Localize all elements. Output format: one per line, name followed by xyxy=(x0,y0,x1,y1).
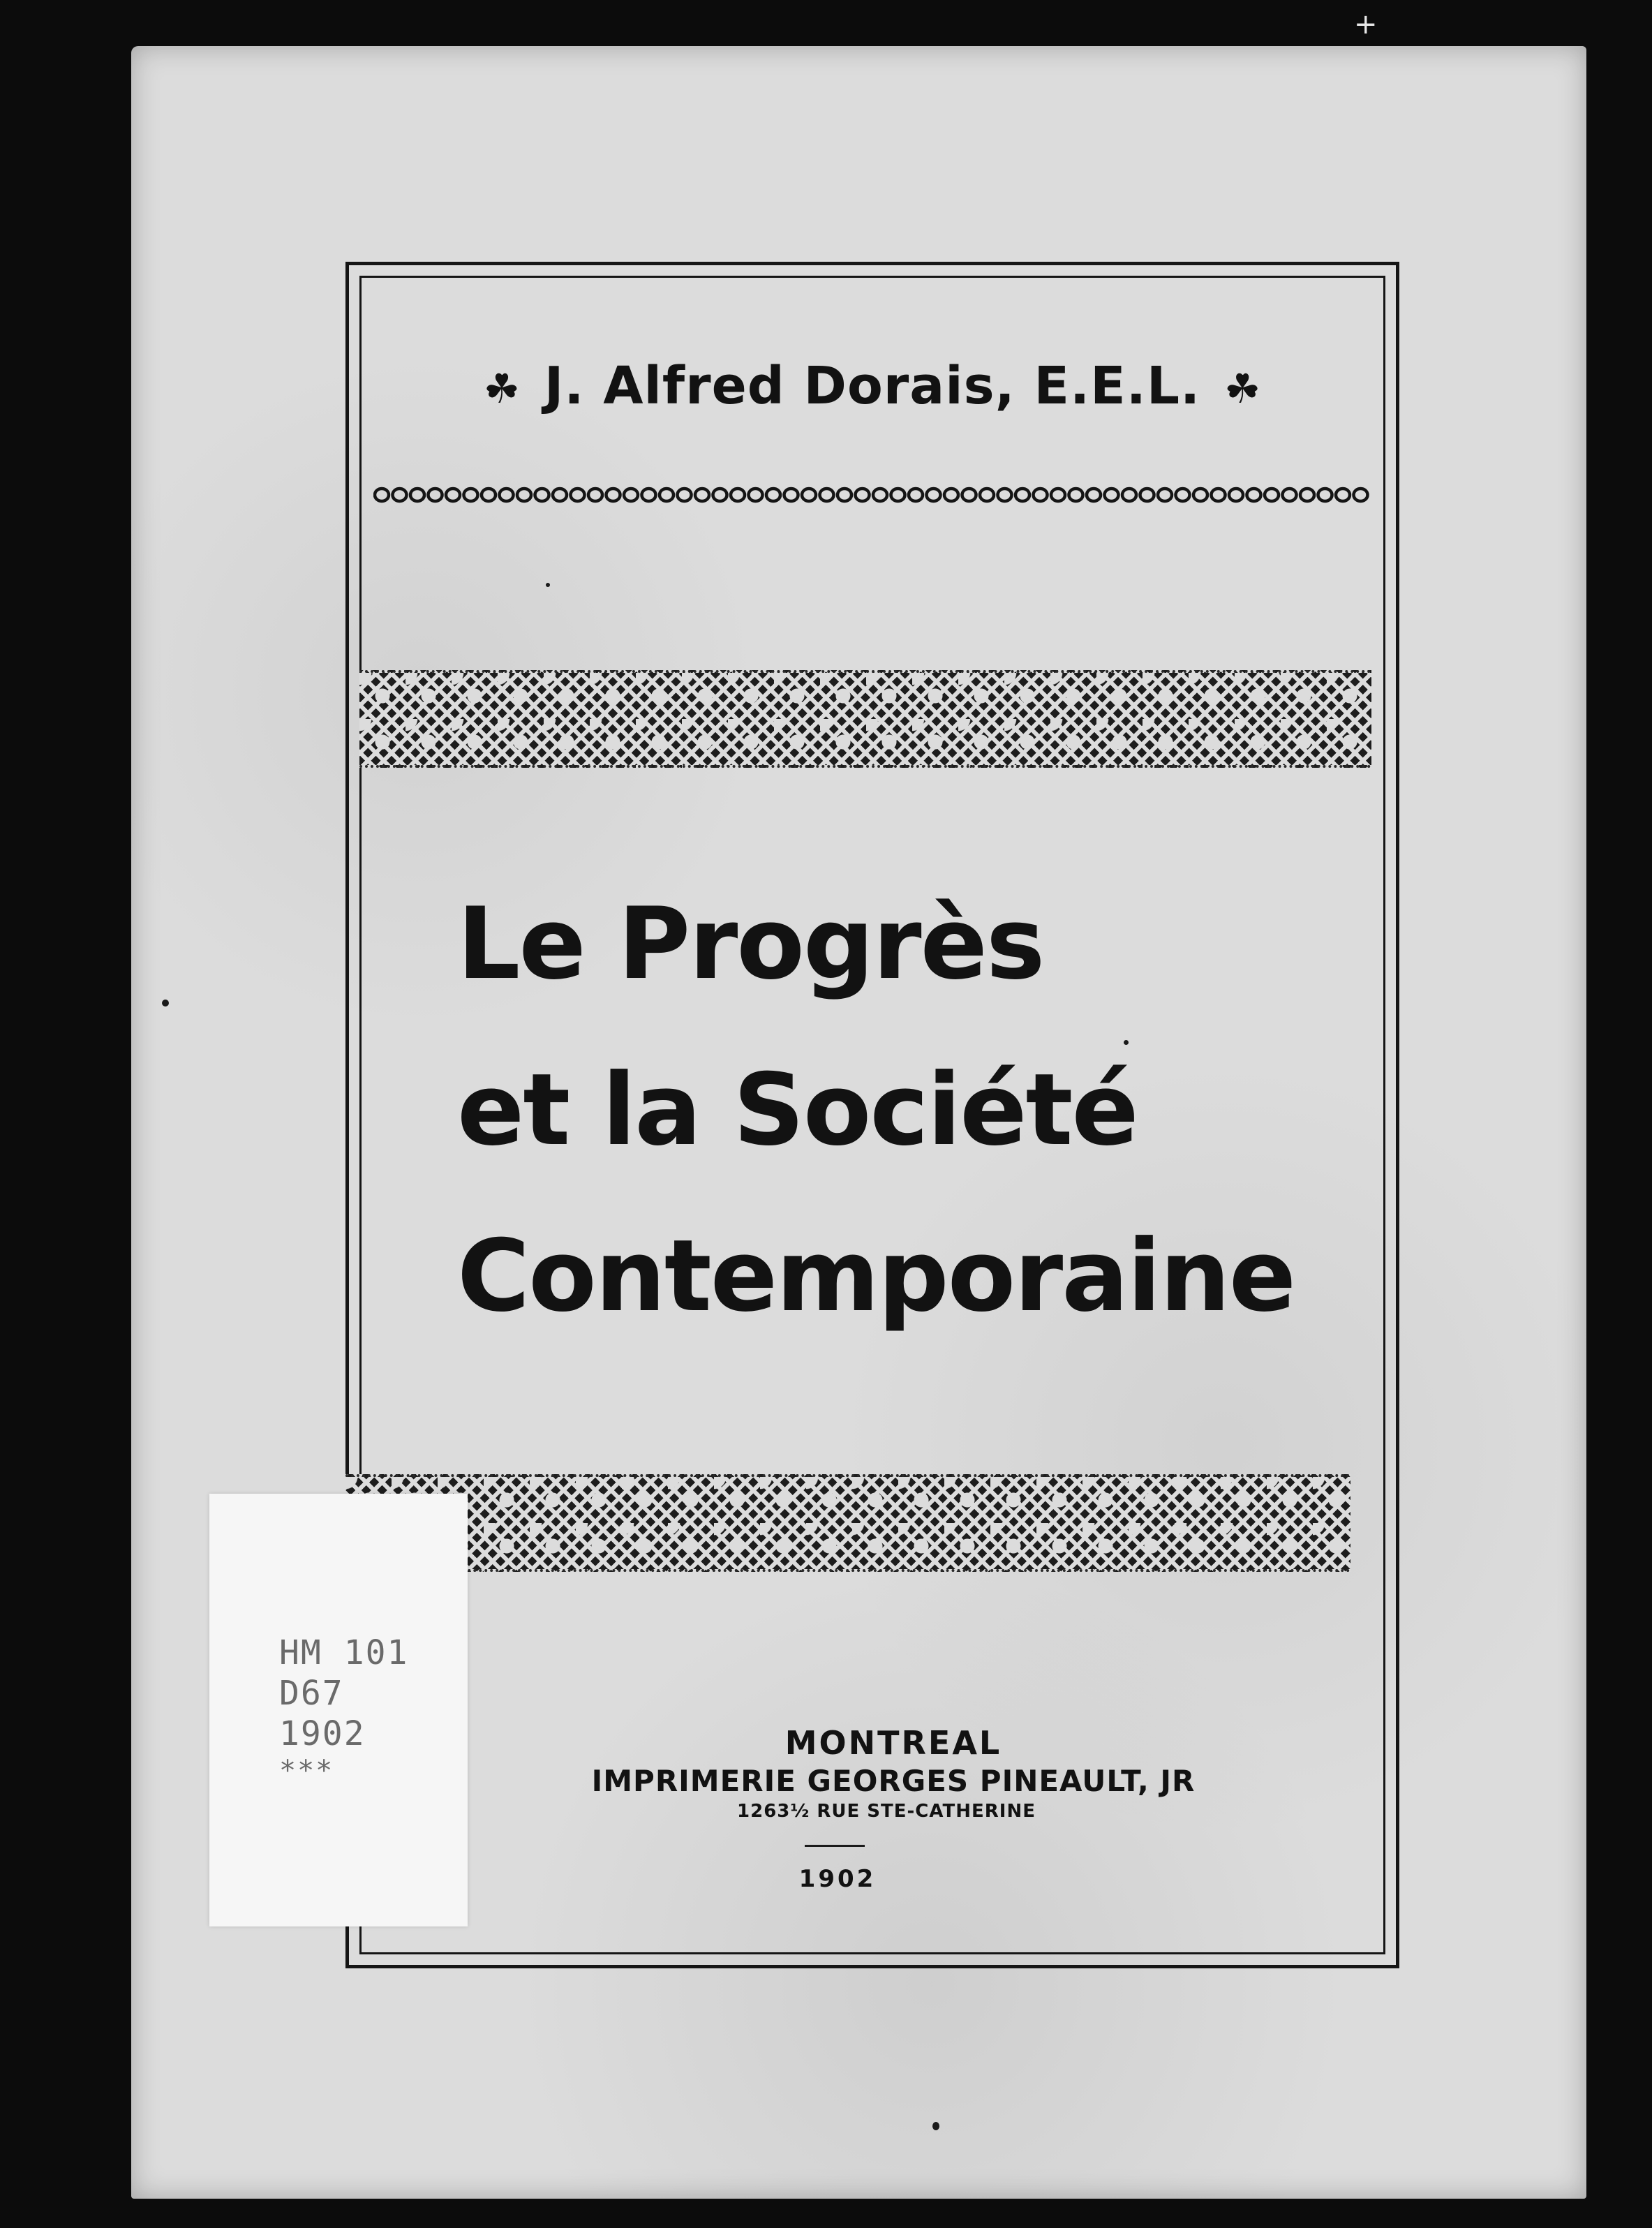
chain-link-icon xyxy=(909,489,923,501)
chain-link-icon xyxy=(1354,489,1368,501)
chain-link-icon xyxy=(642,489,656,501)
chain-link-icon xyxy=(1158,489,1172,501)
chain-link-icon xyxy=(784,489,798,501)
chain-link-icon xyxy=(1212,489,1226,501)
chain-link-icon xyxy=(1051,489,1065,501)
chain-link-icon xyxy=(393,489,407,501)
chain-link-icon xyxy=(1069,489,1083,501)
chain-link-icon xyxy=(482,489,496,501)
chain-link-icon xyxy=(1193,489,1207,501)
imprint-city: MONTREAL xyxy=(784,1724,1002,1762)
print-speck xyxy=(162,1000,169,1007)
chain-link-icon xyxy=(410,489,424,501)
chain-link-icon xyxy=(1265,489,1279,501)
chain-link-icon xyxy=(1105,489,1119,501)
chain-link-icon xyxy=(429,489,442,501)
chain-link-icon xyxy=(571,489,585,501)
call-number-line: 1902 xyxy=(279,1714,366,1753)
imprint-printer: IMPRIMERIE GEORGES PINEAULT, JR xyxy=(591,1764,1196,1798)
chain-link-icon xyxy=(1176,489,1190,501)
chain-link-icon xyxy=(1318,489,1332,501)
chain-link-icon xyxy=(944,489,958,501)
imprint-address: 1263½ RUE STE-CATHERINE xyxy=(737,1801,1036,1822)
ornamental-band-top xyxy=(359,670,1371,768)
chain-link-icon xyxy=(1229,489,1243,501)
chain-link-icon xyxy=(624,489,638,501)
chain-link-icon xyxy=(838,489,851,501)
title-line-2: et la Société xyxy=(457,1053,1138,1168)
chain-link-icon xyxy=(749,489,763,501)
imprint-divider-rule xyxy=(805,1845,865,1847)
ornamental-band-bottom xyxy=(345,1474,1350,1572)
chain-link-icon xyxy=(713,489,727,501)
print-speck xyxy=(932,2122,939,2130)
chain-link-icon xyxy=(1283,489,1297,501)
call-number-line: D67 xyxy=(279,1674,344,1713)
chain-link-icon xyxy=(1140,489,1154,501)
chain-link-icon xyxy=(660,489,674,501)
call-number-line: HM 101 xyxy=(279,1633,409,1672)
chain-link-icon xyxy=(1247,489,1261,501)
chain-link-icon xyxy=(678,489,692,501)
title-line-3: Contemporaine xyxy=(457,1219,1295,1334)
call-number-line: *** xyxy=(279,1755,334,1787)
chain-link-icon xyxy=(1087,489,1101,501)
chain-link-icon xyxy=(802,489,816,501)
scan-corner-mark: + xyxy=(1354,8,1378,40)
chain-link-icon xyxy=(891,489,905,501)
fleuron-right-icon: ☘ xyxy=(1224,365,1262,413)
chain-link-icon xyxy=(731,489,745,501)
chain-link-icon xyxy=(446,489,460,501)
chain-link-icon xyxy=(607,489,620,501)
chain-ornament-border xyxy=(373,482,1371,508)
chain-link-icon xyxy=(873,489,887,501)
chain-link-icon xyxy=(553,489,567,501)
chain-link-icon xyxy=(820,489,834,501)
library-call-number-label xyxy=(209,1494,468,1926)
chain-link-icon xyxy=(927,489,941,501)
chain-link-icon xyxy=(588,489,602,501)
chain-link-icon xyxy=(464,489,478,501)
author-name: J. Alfred Dorais, E.E.L. xyxy=(544,356,1201,416)
title-line-1: Le Progrès xyxy=(457,886,1044,1002)
chain-link-icon xyxy=(856,489,870,501)
print-speck xyxy=(546,583,550,587)
chain-link-icon xyxy=(375,489,389,501)
chain-link-icon xyxy=(1122,489,1136,501)
imprint-year: 1902 xyxy=(798,1865,877,1893)
chain-link-icon xyxy=(517,489,531,501)
fleuron-left-icon: ☘ xyxy=(483,365,521,413)
chain-link-icon xyxy=(1336,489,1350,501)
chain-link-icon xyxy=(535,489,549,501)
chain-link-icon xyxy=(998,489,1012,501)
chain-link-icon xyxy=(695,489,709,501)
chain-link-icon xyxy=(980,489,994,501)
chain-link-icon xyxy=(766,489,780,501)
author-line xyxy=(377,356,1368,416)
print-speck xyxy=(1124,1040,1129,1045)
chain-link-icon xyxy=(962,489,976,501)
chain-link-icon xyxy=(500,489,514,501)
chain-link-icon xyxy=(1300,489,1314,501)
chain-link-icon xyxy=(1015,489,1029,501)
chain-link-icon xyxy=(1034,489,1048,501)
